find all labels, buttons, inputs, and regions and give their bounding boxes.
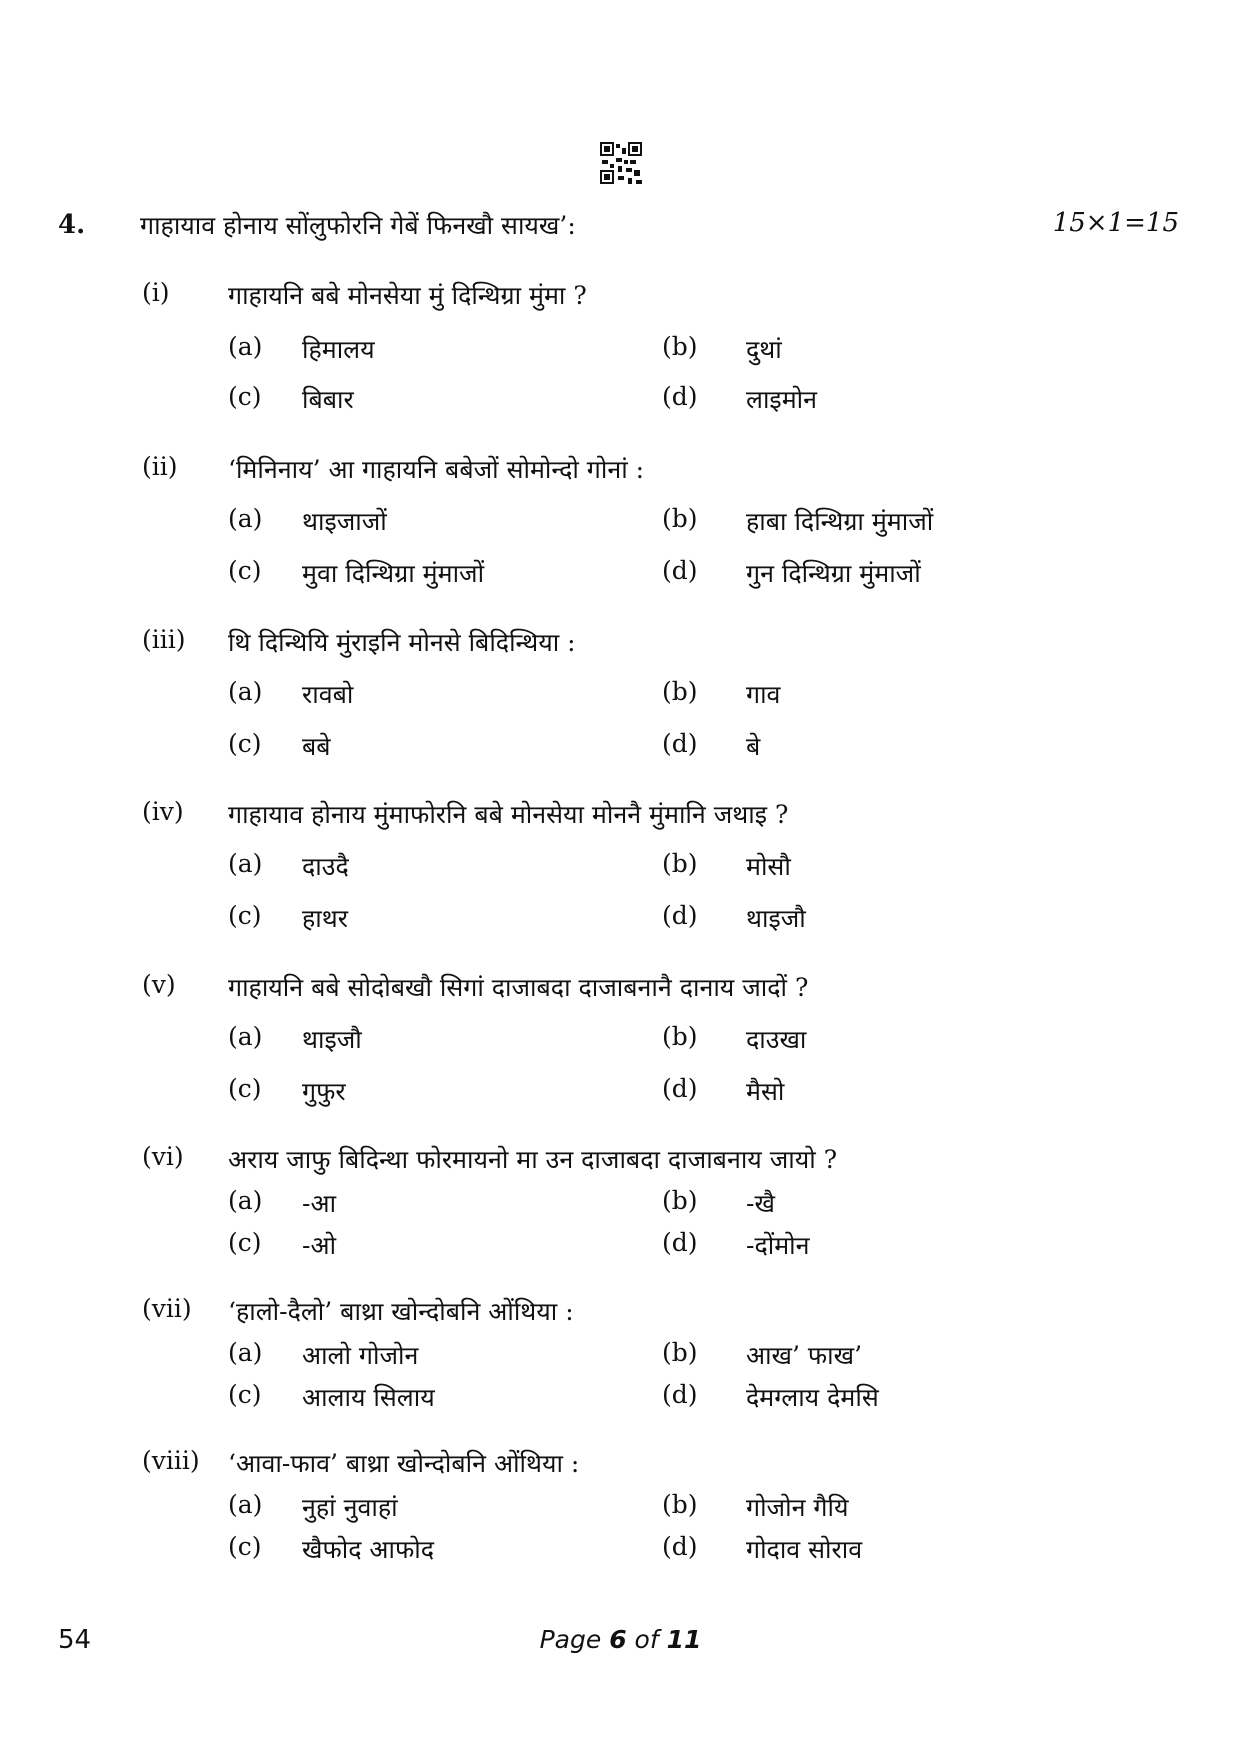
option-text: थाइजौ <box>746 904 806 933</box>
option-text: आख’ फाख’ <box>746 1341 863 1370</box>
option-letter: (c) <box>228 1532 262 1561</box>
page-prefix: Page <box>539 1625 602 1654</box>
option-text: लाइमोन <box>746 385 818 414</box>
option-letter: (a) <box>228 849 263 878</box>
option-text: दुथां <box>746 335 782 364</box>
option-text: बे <box>746 732 761 761</box>
sub-question-text: गाहायनि बबे सोदोबखौ सिगां दाजाबदा दाजाबनानै दानाय जादों ? <box>228 973 809 1002</box>
option-text: गुफुर <box>302 1077 346 1106</box>
sub-question-number: (iv) <box>142 797 184 826</box>
option-letter: (d) <box>662 1532 698 1561</box>
option-letter: (d) <box>662 1380 698 1409</box>
option-text: गुन दिन्थिग्रा मुंमाजों <box>746 559 921 588</box>
option-text: हिमालय <box>302 335 375 364</box>
option-letter: (d) <box>662 1228 698 1257</box>
question-instruction: गाहायाव होनाय सोंलुफोरनि गेबें फिनखौ सायख’: <box>140 211 576 240</box>
sub-question-text: अराय जाफु बिदिन्था फोरमायनो मा उन दाजाबदा दाजाबनाय जायो ? <box>228 1145 838 1174</box>
option-text: गोदाव सोराव <box>746 1535 863 1564</box>
sub-question-number: (i) <box>142 278 170 307</box>
option-letter: (c) <box>228 901 262 930</box>
option-letter: (b) <box>662 1186 698 1215</box>
option-letter: (a) <box>228 332 263 361</box>
option-text: -दोंमोन <box>746 1231 810 1260</box>
option-text: देमग्लाय देमसि <box>746 1383 879 1412</box>
option-text: मुवा दिन्थिग्रा मुंमाजों <box>302 559 485 588</box>
page-of: of <box>634 1625 659 1654</box>
option-letter: (a) <box>228 677 263 706</box>
option-text: दाउदै <box>302 852 349 881</box>
sub-question-text: ‘मिनिनाय’ आ गाहायनि बबेजों सोमोन्दो गोनां : <box>228 455 645 484</box>
question-marks: 15×1=15 <box>1052 208 1179 238</box>
option-letter: (c) <box>228 1228 262 1257</box>
option-letter: (a) <box>228 1338 263 1367</box>
option-letter: (d) <box>662 901 698 930</box>
option-letter: (c) <box>228 1380 262 1409</box>
sub-question-number: (vii) <box>142 1294 192 1323</box>
option-text: गोजोन गैयि <box>746 1493 849 1522</box>
sub-question-number: (vi) <box>142 1142 184 1171</box>
sub-question-text: थि दिन्थियि मुंराइनि मोनसे बिदिन्थिया : <box>228 628 576 657</box>
option-text: -ओ <box>302 1231 337 1260</box>
option-letter: (a) <box>228 1490 263 1519</box>
page-current: 6 <box>609 1625 627 1654</box>
option-letter: (d) <box>662 556 698 585</box>
option-letter: (d) <box>662 382 698 411</box>
sub-question-number: (iii) <box>142 625 186 654</box>
sub-question-number: (viii) <box>142 1446 200 1475</box>
option-text: थाइजाजों <box>302 507 387 536</box>
option-text: गाव <box>746 680 781 709</box>
option-letter: (a) <box>228 1186 263 1215</box>
option-letter: (b) <box>662 1022 698 1051</box>
sub-question-text: गाहायाव होनाय मुंमाफोरनि बबे मोनसेया मोननै मुंमानि जथाइ ? <box>228 800 789 829</box>
option-text: बबे <box>302 732 331 761</box>
sub-question-number: (ii) <box>142 452 178 481</box>
option-letter: (a) <box>228 504 263 533</box>
option-letter: (c) <box>228 1074 262 1103</box>
sub-question-text: ‘आवा-फाव’ बाथ्रा खोन्दोबनि ओंथिया : <box>228 1449 580 1478</box>
option-letter: (d) <box>662 729 698 758</box>
option-text: हाबा दिन्थिग्रा मुंमाजों <box>746 507 934 536</box>
option-text: बिबार <box>302 385 354 414</box>
option-letter: (b) <box>662 849 698 878</box>
option-letter: (b) <box>662 1338 698 1367</box>
option-letter: (b) <box>662 677 698 706</box>
option-text: मोसौ <box>746 852 791 881</box>
question-number: 4. <box>58 210 86 240</box>
option-letter: (a) <box>228 1022 263 1051</box>
option-text: आलाय सिलाय <box>302 1383 435 1412</box>
option-letter: (b) <box>662 332 698 361</box>
option-text: रावबो <box>302 680 354 709</box>
sub-question-number: (v) <box>142 970 176 999</box>
option-text: -आ <box>302 1189 336 1218</box>
qr-code-icon <box>600 142 642 184</box>
paper-code: 54 <box>58 1625 92 1655</box>
option-letter: (d) <box>662 1074 698 1103</box>
sub-question-text: गाहायनि बबे मोनसेया मुं दिन्थिग्रा मुंमा ? <box>228 281 587 310</box>
option-text: -खै <box>746 1189 775 1218</box>
option-text: आलो गोजोन <box>302 1341 419 1370</box>
option-text: खैफोद आफोद <box>302 1535 434 1564</box>
page-indicator <box>0 1625 1241 1654</box>
option-letter: (c) <box>228 556 262 585</box>
page-total: 11 <box>666 1625 702 1654</box>
option-text: नुहां नुवाहां <box>302 1493 398 1522</box>
sub-question-text: ‘हालो-दैलो’ बाथ्रा खोन्दोबनि ओंथिया : <box>228 1297 574 1326</box>
option-text: मैसो <box>746 1077 785 1106</box>
option-text: थाइजौ <box>302 1025 362 1054</box>
option-letter: (c) <box>228 382 262 411</box>
option-letter: (c) <box>228 729 262 758</box>
option-text: दाउखा <box>746 1025 807 1054</box>
option-letter: (b) <box>662 504 698 533</box>
option-text: हाथर <box>302 904 348 933</box>
option-letter: (b) <box>662 1490 698 1519</box>
